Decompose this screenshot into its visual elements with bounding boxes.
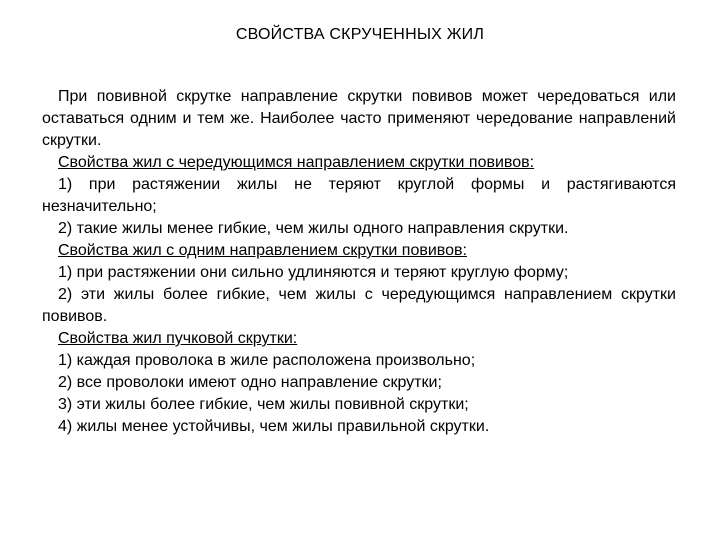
slide-title: СВОЙСТВА СКРУЧЕННЫХ ЖИЛ — [235, 26, 485, 43]
list-item: 2) эти жилы более гибкие, чем жилы с чередующимся направлением скрутки повивов. — [42, 286, 676, 325]
list-item: 2) такие жилы менее гибкие, чем жилы одного направления скрутки. — [58, 220, 569, 237]
section-heading-single-direction: Свойства жил с одним направлением скрутки повивов: — [58, 242, 467, 259]
list-item: 1) при растяжении жилы не теряют круглой формы и растягиваются незначительно; — [42, 176, 676, 215]
intro-paragraph: При повивной скрутке направление скрутки повивов может чередоваться или оставаться одним и тем же. Наиболее часто применяют чередование направлений скрутки. — [42, 88, 676, 149]
list-item: 1) каждая проволока в жиле расположена произвольно; — [58, 352, 476, 369]
slide-body — [42, 86, 676, 438]
list-item: 1) при растяжении они сильно удлиняются и теряют круглую форму; — [58, 264, 569, 281]
section-heading-alternating: Свойства жил с чередующимся направлением скрутки повивов: — [58, 154, 535, 171]
list-item: 2) все проволоки имеют одно направление скрутки; — [58, 374, 442, 391]
list-item: 4) жилы менее устойчивы, чем жилы правильной скрутки. — [58, 418, 490, 435]
list-item: 3) эти жилы более гибкие, чем жилы повивной скрутки; — [58, 396, 469, 413]
section-heading-bunch: Свойства жил пучковой скрутки: — [58, 330, 298, 347]
